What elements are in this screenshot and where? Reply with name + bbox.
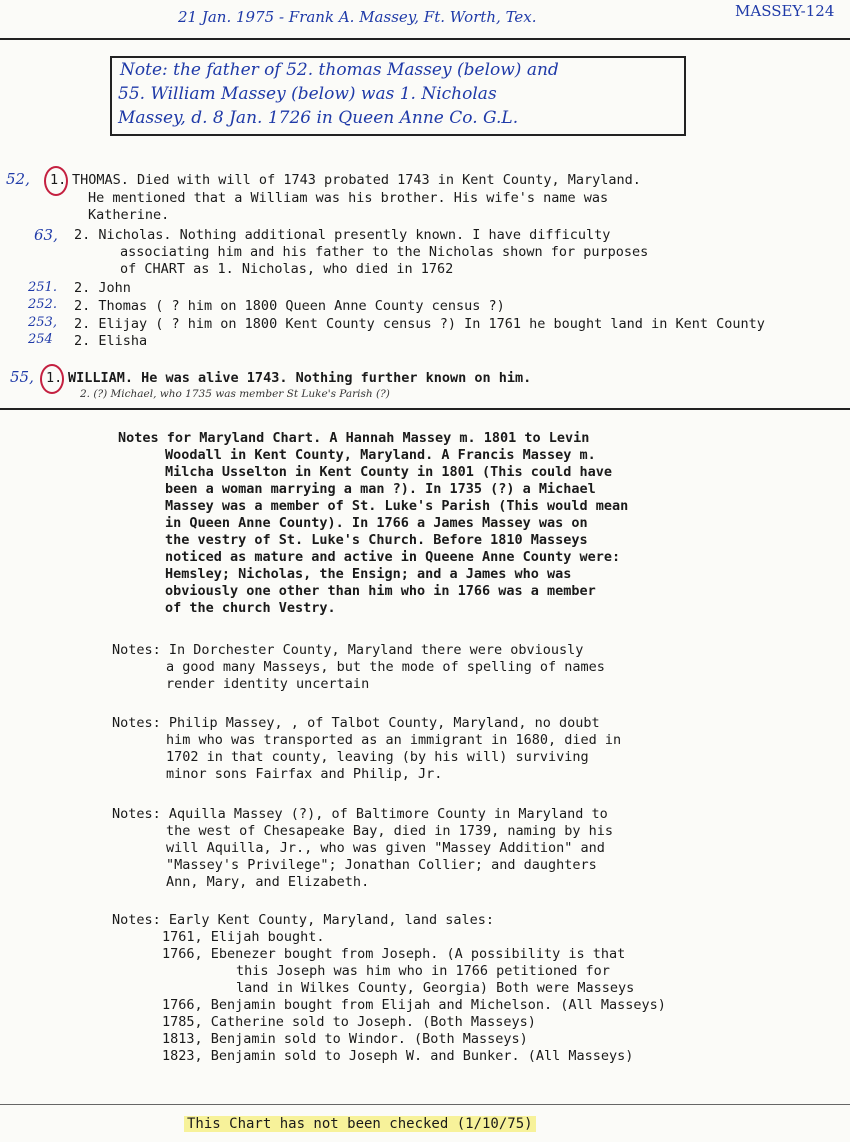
note-line: Woodall in Kent County, Maryland. A Francis Massey m. <box>165 447 596 463</box>
william-handwritten-note: 2. (?) Michael, who 1735 was member St Luke's Parish (?) <box>80 388 390 400</box>
land-sale-line: 1823, Benjamin sold to Joseph W. and Bunker. (All Masseys) <box>162 1048 634 1064</box>
note-line: render identity uncertain <box>166 676 370 692</box>
note-line: Ann, Mary, and Elizabeth. <box>166 874 370 890</box>
note-line: been a woman marrying a man ?). In 1735 (?) a Michael <box>165 481 596 497</box>
document-code: MASSEY-124 <box>735 2 835 20</box>
land-sale-line: 1761, Elijah bought. <box>162 929 325 945</box>
note-line: Notes: Philip Massey, , of Talbot County, Maryland, no doubt <box>112 715 600 731</box>
nicholas-line-3: of CHART as 1. Nicholas, who died in 1762 <box>120 261 454 277</box>
note-line: Notes: Aquilla Massey (?), of Baltimore County in Maryland to <box>112 806 608 822</box>
entry-number-william: 55, <box>10 368 34 386</box>
note-line: Hemsley; Nicholas, the Ensign; and a James who was <box>165 566 572 582</box>
notes-philip-massey <box>112 715 621 783</box>
entry-number-thomas-2: 252. <box>28 297 57 312</box>
note-line: Notes: In Dorchester County, Maryland there were obviously <box>112 642 584 658</box>
note-line: in Queen Anne County). In 1766 a James Massey was on <box>165 515 588 531</box>
middle-divider <box>0 408 850 410</box>
bottom-divider <box>0 1104 850 1105</box>
note-line: Notes for Maryland Chart. A Hannah Massey m. 1801 to Levin <box>118 430 590 446</box>
thomas-line-3: Katherine. <box>88 207 170 223</box>
note-line: him who was transported as an immigrant in 1680, died in <box>166 732 622 748</box>
note-line: 1702 in that county, leaving (by his will) surviving <box>166 749 589 765</box>
notes-dorchester <box>112 642 605 693</box>
land-sale-line: 1766, Ebenezer bought from Joseph. (A possibility is that <box>162 946 626 962</box>
notes-aquilla-massey <box>112 806 613 891</box>
top-divider <box>0 38 850 40</box>
nicholas-line-1: 2. Nicholas. Nothing additional presently known. I have difficulty <box>74 227 611 243</box>
note-line: "Massey's Privilege"; Jonathan Collier; and daughters <box>166 857 597 873</box>
note-heading: Notes: Early Kent County, Maryland, land sales: <box>112 912 495 928</box>
land-sale-line: 1766, Benjamin bought from Elijah and Michelson. (All Masseys) <box>162 997 666 1013</box>
land-sale-line: land in Wilkes County, Georgia) Both were Masseys <box>236 980 635 996</box>
handwritten-header: 21 Jan. 1975 - Frank A. Massey, Ft. Worth, Tex. <box>178 8 537 26</box>
john-line: 2. John <box>74 280 131 296</box>
entry-number-nicholas: 63, <box>34 226 58 244</box>
note-line: Milcha Usselton in Kent County in 1801 (This could have <box>165 464 613 480</box>
land-sale-line: 1813, Benjamin sold to Windor. (Both Masseys) <box>162 1031 528 1047</box>
entry-number-elisha: 254 <box>28 332 53 347</box>
nicholas-line-2: associating him and his father to the Nicholas shown for purposes <box>120 244 649 260</box>
note-line: the west of Chesapeake Bay, died in 1739, naming by his <box>166 823 614 839</box>
note-line: of the church Vestry. <box>165 600 336 616</box>
thomas-line-2: He mentioned that a William was his brother. His wife's name was <box>88 190 609 206</box>
note-line: will Aquilla, Jr., who was given "Massey Addition" and <box>166 840 605 856</box>
thomas-line-1: THOMAS. Died with will of 1743 probated 1743 in Kent County, Maryland. <box>72 172 641 188</box>
note-line-3: Massey, d. 8 Jan. 1726 in Queen Anne Co. G.L. <box>118 108 519 128</box>
notes-maryland-chart <box>118 430 628 617</box>
entry-number-thomas: 52, <box>6 170 30 188</box>
note-line: minor sons Fairfax and Philip, Jr. <box>166 766 443 782</box>
footer-checked-note: This Chart has not been checked (1/10/75) <box>184 1116 536 1132</box>
elisha-line: 2. Elisha <box>74 333 148 349</box>
william-line: WILLIAM. He was alive 1743. Nothing further known on him. <box>68 370 532 386</box>
elijay-line: 2. Elijay ( ? him on 1800 Kent County census ?) In 1761 he bought land in Kent County <box>74 316 765 332</box>
note-line-1: Note: the father of 52. thomas Massey (below) and <box>120 60 559 80</box>
entry-number-john: 251. <box>28 280 57 295</box>
land-sale-line: this Joseph was him who in 1766 petitioned for <box>236 963 610 979</box>
notes-kent-land-sales <box>112 912 666 1065</box>
note-line: the vestry of St. Luke's Church. Before 1810 Masseys <box>165 532 588 548</box>
land-sale-line: 1785, Catherine sold to Joseph. (Both Masseys) <box>162 1014 536 1030</box>
note-line: noticed as mature and active in Queene Anne County were: <box>165 549 621 565</box>
entry-number-elijay: 253, <box>28 315 57 330</box>
note-line: obviously one other than him who in 1766 was a member <box>165 583 596 599</box>
thomas2-line: 2. Thomas ( ? him on 1800 Queen Anne County census ?) <box>74 298 505 314</box>
note-line-2: 55. William Massey (below) was 1. Nicholas <box>118 84 497 104</box>
note-line: Massey was a member of St. Luke's Parish (This would mean <box>165 498 629 514</box>
note-line: a good many Masseys, but the mode of spelling of names <box>166 659 605 675</box>
